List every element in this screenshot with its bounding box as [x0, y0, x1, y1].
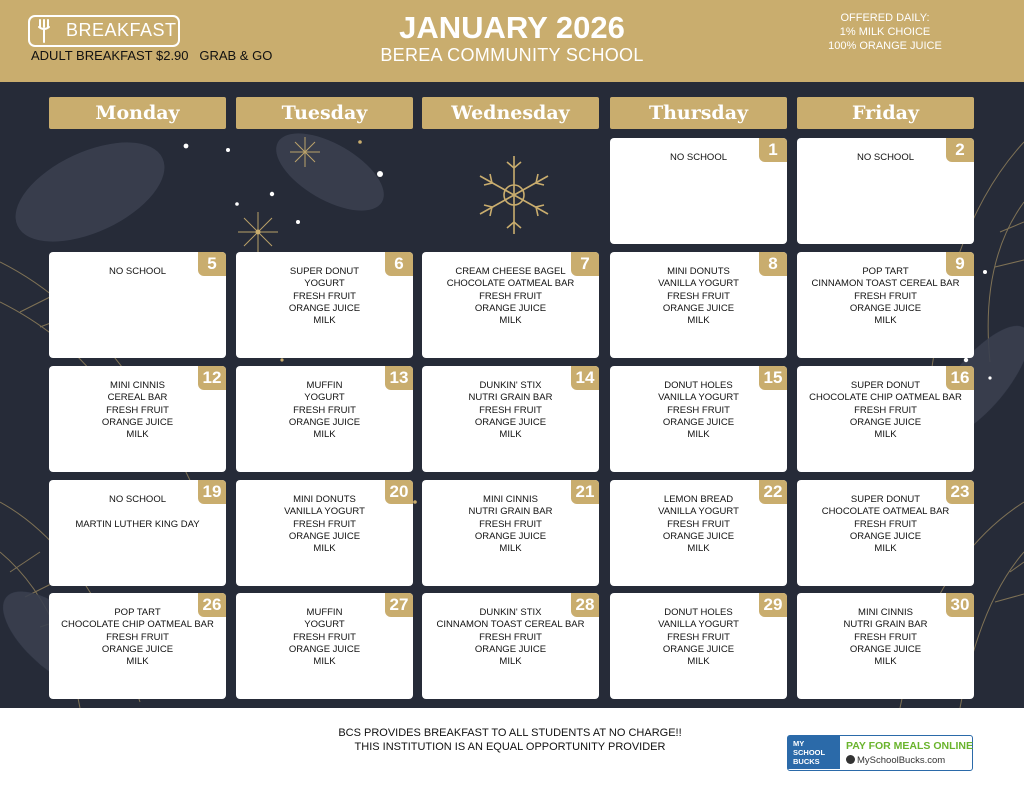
day-cell-19 [49, 480, 226, 586]
date-number: 30 [946, 593, 974, 617]
menu-items: MINI DONUTS VANILLA YOGURT FRESH FRUIT ORANGE JUICE MILK [658, 266, 739, 327]
adult-price-note: ADULT BREAKFAST $2.90 GRAB & GO [31, 48, 273, 63]
day-cell-1 [610, 138, 787, 244]
school-name: BEREA COMMUNITY SCHOOL [380, 45, 644, 65]
msb-url-line [846, 755, 945, 766]
menu-items: MUFFIN YOGURT FRESH FRUIT ORANGE JUICE MILK [288, 380, 361, 441]
menu-items: NO SCHOOL [108, 266, 166, 277]
menu-items: SUPER DONUT YOGURT FRESH FRUIT ORANGE JUICE MILK [288, 266, 361, 327]
footer-note [300, 726, 720, 754]
date-number: 1 [759, 138, 787, 162]
offered-line-juice: 100% ORANGE JUICE [828, 40, 942, 52]
date-number: 7 [571, 252, 599, 276]
menu-items: NO SCHOOL MARTIN LUTHER KING DAY [75, 494, 200, 530]
breakfast-logo [28, 15, 180, 47]
menu-items: MINI CINNIS NUTRI GRAIN BAR FRESH FRUIT ORANGE JUICE MILK [468, 494, 553, 555]
offered-title: OFFERED DAILY: [840, 12, 930, 24]
pay-online-label: PAY FOR MEALS ONLINE [846, 740, 973, 752]
day-cell-22 [610, 480, 787, 586]
day-cell-28 [422, 593, 599, 699]
date-number: 22 [759, 480, 787, 504]
date-number: 14 [571, 366, 599, 390]
date-number: 21 [571, 480, 599, 504]
menu-items: MINI CINNIS NUTRI GRAIN BAR FRESH FRUIT ORANGE JUICE MILK [843, 607, 928, 668]
menu-items: MINI CINNIS CEREAL BAR FRESH FRUIT ORANGE JUICE MILK [101, 380, 174, 441]
menu-items: MINI DONUTS VANILLA YOGURT FRESH FRUIT ORANGE JUICE MILK [284, 494, 365, 555]
day-cell-30 [797, 593, 974, 699]
day-cell-7 [422, 252, 599, 358]
menu-items: POP TART CINNAMON TOAST CEREAL BAR FRESH FRUIT ORANGE JUICE MILK [811, 266, 960, 327]
fork-icon [36, 19, 56, 43]
day-cell-23 [797, 480, 974, 586]
menu-items: LEMON BREAD VANILLA YOGURT FRESH FRUIT ORANGE JUICE MILK [658, 494, 739, 555]
day-cell-21 [422, 480, 599, 586]
day-cell-15 [610, 366, 787, 472]
date-number: 26 [198, 593, 226, 617]
date-number: 12 [198, 366, 226, 390]
msb-brand-line2: SCHOOL [793, 748, 826, 757]
date-number: 23 [946, 480, 974, 504]
day-cell-14 [422, 366, 599, 472]
snowflake-icon [476, 152, 552, 238]
msb-url: MySchoolBucks.com [857, 755, 946, 766]
day-cell-2 [797, 138, 974, 244]
header-banner [0, 0, 1024, 82]
date-number: 6 [385, 252, 413, 276]
msb-brand-line1: MY [793, 739, 805, 748]
page-title: JANUARY 2026 [399, 10, 625, 45]
day-cell-20 [236, 480, 413, 586]
day-header-tuesday: Tuesday [236, 97, 413, 129]
day-cell-6 [236, 252, 413, 358]
day-cell-16 [797, 366, 974, 472]
msb-brand-line3: BUCKS [793, 757, 820, 766]
date-number: 2 [946, 138, 974, 162]
menu-items: DUNKIN' STIX CINNAMON TOAST CEREAL BAR FRESH FRUIT ORANGE JUICE MILK [436, 607, 585, 668]
date-number: 13 [385, 366, 413, 390]
globe-icon [846, 755, 855, 764]
day-cell-26 [49, 593, 226, 699]
myschoolbucks-logo [788, 736, 840, 769]
offered-line-milk: 1% MILK CHOICE [839, 26, 931, 38]
menu-items: DUNKIN' STIX NUTRI GRAIN BAR FRESH FRUIT ORANGE JUICE MILK [468, 380, 553, 441]
date-number: 27 [385, 593, 413, 617]
date-number: 29 [759, 593, 787, 617]
equal-opportunity-note: THIS INSTITUTION IS AN EQUAL OPPORTUNITY PROVIDER [354, 741, 666, 753]
menu-items: MUFFIN YOGURT FRESH FRUIT ORANGE JUICE MILK [288, 607, 361, 668]
date-number: 16 [946, 366, 974, 390]
date-number: 9 [946, 252, 974, 276]
day-cell-5 [49, 252, 226, 358]
menu-items: CREAM CHEESE BAGEL CHOCOLATE OATMEAL BAR FRESH FRUIT ORANGE JUICE MILK [446, 266, 575, 327]
day-cell-13 [236, 366, 413, 472]
date-number: 5 [198, 252, 226, 276]
menu-items: NO SCHOOL [669, 152, 727, 163]
date-number: 8 [759, 252, 787, 276]
menu-items: NO SCHOOL [856, 152, 914, 163]
date-number: 20 [385, 480, 413, 504]
menu-items: SUPER DONUT CHOCOLATE OATMEAL BAR FRESH FRUIT ORANGE JUICE MILK [821, 494, 950, 555]
menu-items: SUPER DONUT CHOCOLATE CHIP OATMEAL BAR FRESH FRUIT ORANGE JUICE MILK [809, 380, 962, 441]
date-number: 15 [759, 366, 787, 390]
day-cell-27 [236, 593, 413, 699]
date-number: 28 [571, 593, 599, 617]
logo-label: BREAKFAST [66, 20, 177, 40]
day-cell-9 [797, 252, 974, 358]
day-header-friday: Friday [797, 97, 974, 129]
myschoolbucks-banner[interactable] [787, 735, 973, 771]
date-number: 19 [198, 480, 226, 504]
menu-items: DONUT HOLES VANILLA YOGURT FRESH FRUIT ORANGE JUICE MILK [658, 607, 739, 668]
day-cell-8 [610, 252, 787, 358]
offered-daily-note [810, 11, 960, 53]
day-header-thursday: Thursday [610, 97, 787, 129]
menu-items: POP TART CHOCOLATE CHIP OATMEAL BAR FRESH FRUIT ORANGE JUICE MILK [61, 607, 214, 668]
menu-items: DONUT HOLES VANILLA YOGURT FRESH FRUIT ORANGE JUICE MILK [658, 380, 739, 441]
day-cell-12 [49, 366, 226, 472]
day-cell-29 [610, 593, 787, 699]
day-header-wednesday: Wednesday [422, 97, 599, 129]
day-header-monday: Monday [49, 97, 226, 129]
free-breakfast-note: BCS PROVIDES BREAKFAST TO ALL STUDENTS AT NO CHARGE!! [338, 727, 682, 739]
